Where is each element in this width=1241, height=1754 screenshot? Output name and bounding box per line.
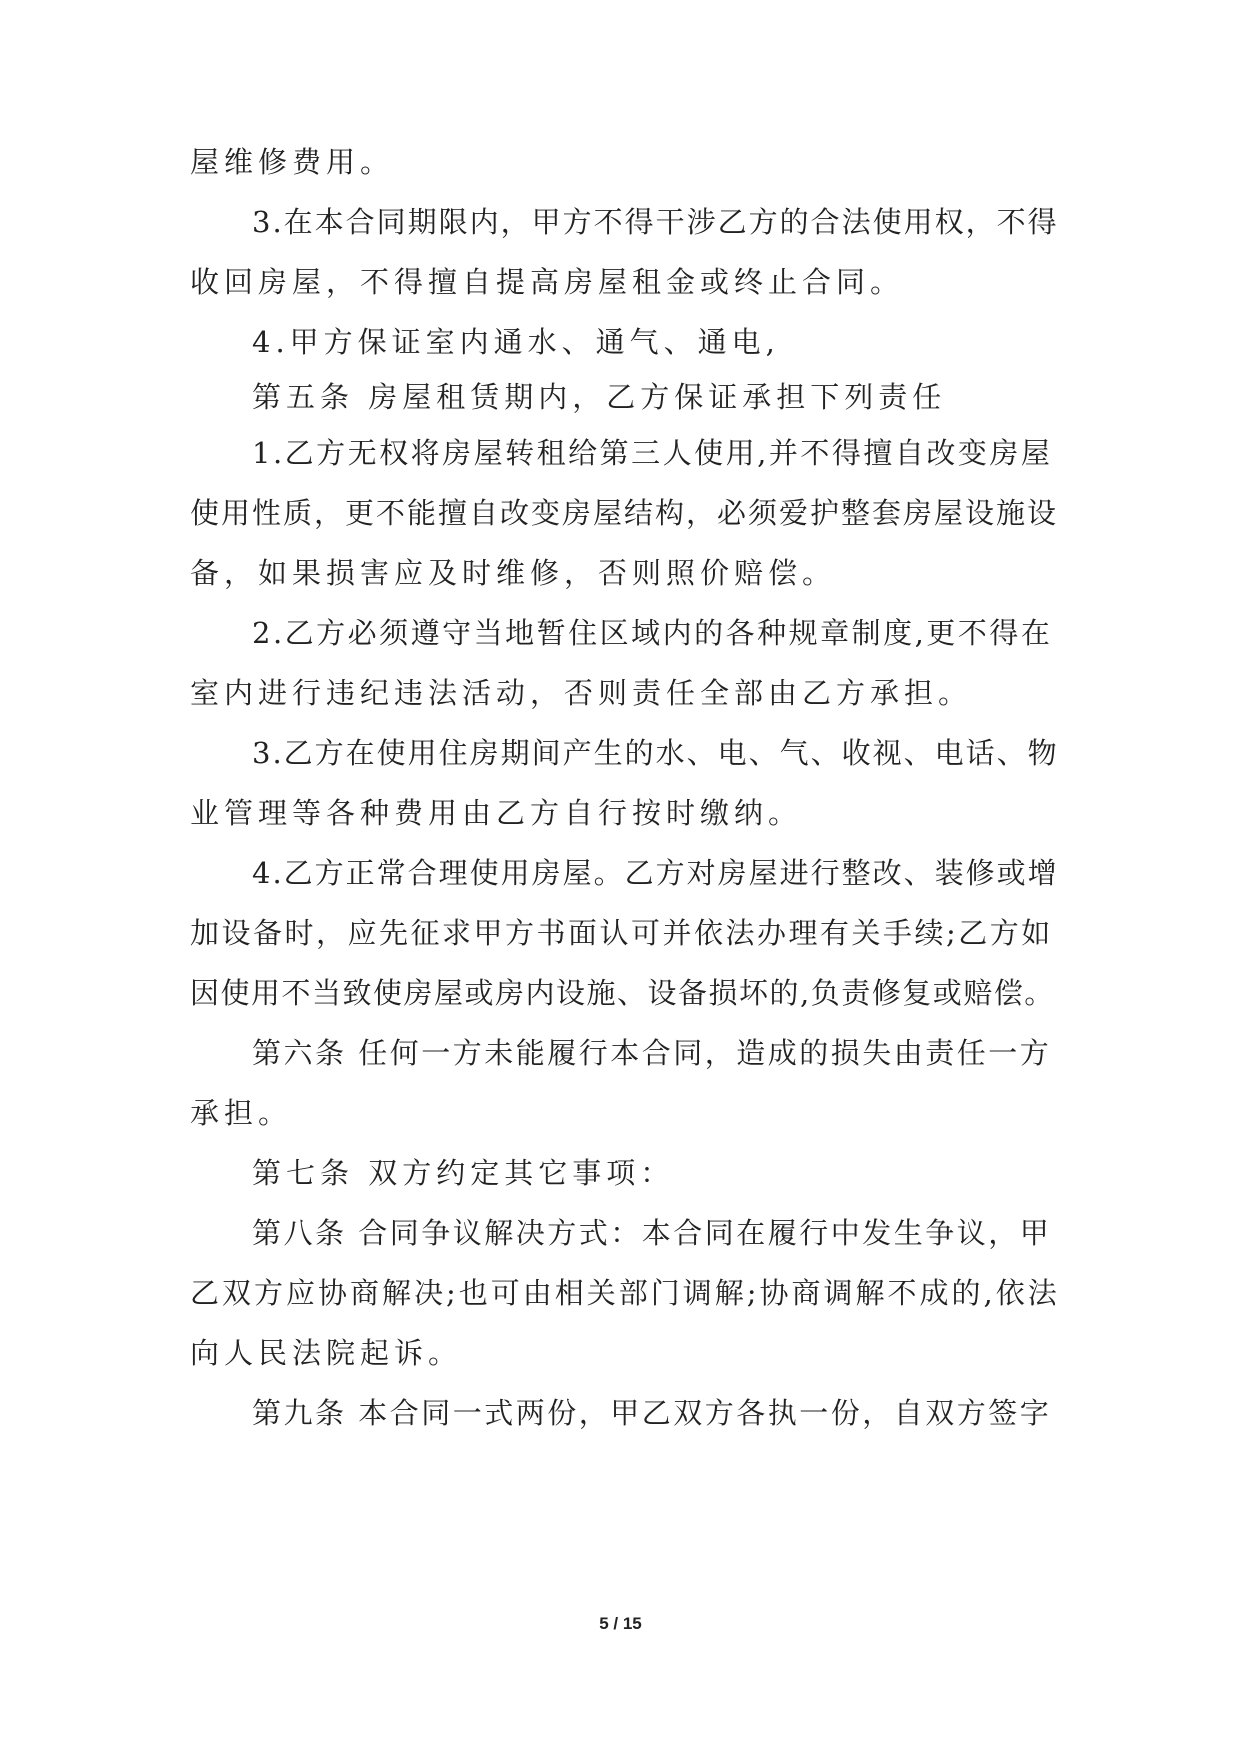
text-line: 备，如果损害应及时维修，否则照价赔偿。 [190, 556, 837, 590]
text-line: 第八条 合同争议解决方式：本合同在履行中发生争议，甲 [252, 1216, 1052, 1250]
text-line: 第七条 双方约定其它事项： [252, 1156, 675, 1190]
text-line: 第六条 任何一方未能履行本合同，造成的损失由责任一方 [252, 1036, 1052, 1070]
text-line: 承担。 [190, 1096, 293, 1130]
text-line: 屋维修费用。 [190, 145, 395, 179]
text-line: 3.在本合同期限内，甲方不得干涉乙方的合法使用权，不得 [252, 205, 1059, 239]
text-line: 第五条 房屋租赁期内，乙方保证承担下列责任 [252, 380, 947, 414]
text-line: 2.乙方必须遵守当地暂住区域内的各种规章制度,更不得在 [252, 616, 1053, 650]
text-line: 4.乙方正常合理使用房屋。乙方对房屋进行整改、装修或增 [252, 856, 1059, 890]
text-line: 1.乙方无权将房屋转租给第三人使用,并不得擅自改变房屋 [252, 436, 1053, 470]
text-line: 加设备时，应先征求甲方书面认可并依法办理有关手续;乙方如 [190, 916, 1053, 950]
text-line: 3.乙方在使用住房期间产生的水、电、气、收视、电话、物 [252, 736, 1059, 770]
text-line: 第九条 本合同一式两份，甲乙双方各执一份，自双方签字 [252, 1396, 1052, 1430]
text-line: 收回房屋，不得擅自提高房屋租金或终止合同。 [190, 265, 905, 299]
text-line: 因使用不当致使房屋或房内设施、设备损坏的,负责修复或赔偿。 [190, 976, 1055, 1010]
text-line: 向人民法院起诉。 [190, 1336, 463, 1370]
page-number: 5 / 15 [599, 1614, 642, 1633]
text-line: 使用性质，更不能擅自改变房屋结构，必须爱护整套房屋设施设 [190, 496, 1059, 530]
text-line: 4.甲方保证室内通水、通气、通电, [252, 325, 780, 359]
text-line: 乙双方应协商解决;也可由相关部门调解;协商调解不成的,依法 [190, 1276, 1060, 1310]
text-line: 业管理等各种费用由乙方自行按时缴纳。 [190, 796, 803, 830]
text-line: 室内进行违纪违法活动，否则责任全部由乙方承担。 [190, 676, 973, 710]
